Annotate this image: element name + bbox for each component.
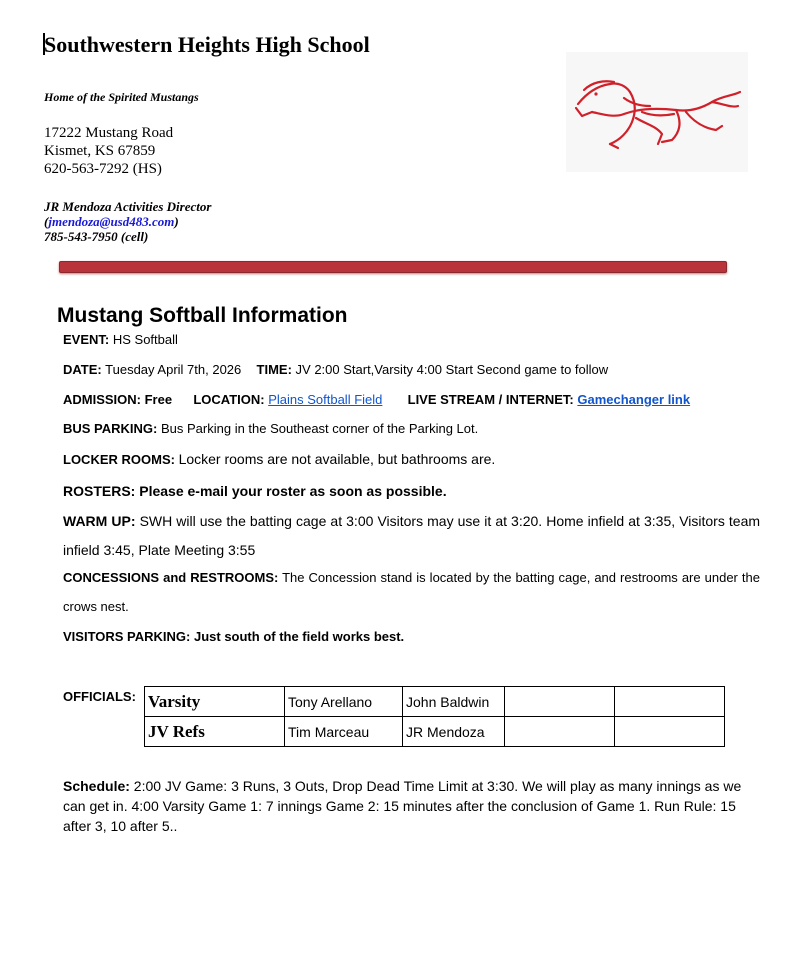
locker-rooms-row	[63, 451, 495, 467]
schedule-text: 2:00 JV Game: 3 Runs, 3 Outs, Drop Dead Time Limit at 3:30. We will play as many innings as we can get in. 4:00 Varsity Game 1: 7 innings Game 2: 15 minutes after the conclusion of Game 1. Run Rule: 15 after 3, 10 after 5..	[63, 778, 742, 834]
warm-up-row	[63, 507, 760, 565]
table-row	[145, 717, 725, 747]
director-email-link[interactable]: jmendoza@usd483.com	[48, 214, 175, 229]
email-paren-open: (	[44, 214, 49, 229]
official-name-empty	[505, 687, 615, 717]
event-row	[63, 332, 178, 347]
school-address	[44, 124, 173, 178]
official-name-empty	[615, 687, 725, 717]
director-email-line	[44, 214, 211, 229]
officials-label: OFFICIALS:	[63, 689, 136, 704]
official-name: JR Mendoza	[403, 717, 505, 747]
admission-row	[63, 392, 690, 407]
date-label: DATE:	[63, 362, 102, 377]
location-label: LOCATION:	[193, 392, 265, 407]
rosters-row: ROSTERS: Please e-mail your roster as soon as possible.	[63, 483, 447, 499]
admission-label: ADMISSION: Free	[63, 392, 173, 407]
time-value: JV 2:00 Start,Varsity 4:00 Start Second game to follow	[295, 362, 609, 377]
locker-rooms-value: Locker rooms are not available, but bathrooms are.	[178, 451, 496, 467]
gamechanger-link[interactable]: Gamechanger link	[577, 392, 691, 407]
school-tagline: Home of the Spirited Mustangs	[44, 90, 199, 104]
date-time-row	[63, 362, 608, 377]
warm-up-value: SWH will use the batting cage at 3:00 Visitors may use it at 3:20. Home infield at 3:35, Visitors team infield 3:45, Plate Meeting 3:55	[63, 513, 761, 558]
location-link[interactable]: Plains Softball Field	[268, 392, 383, 407]
bus-parking-value: Bus Parking in the Southeast corner of the Parking Lot.	[161, 421, 479, 436]
official-name: Tony Arellano	[285, 687, 403, 717]
time-label: TIME:	[256, 362, 292, 377]
red-divider-bar	[59, 261, 727, 273]
email-paren-close: )	[174, 214, 179, 229]
official-group: JV Refs	[145, 717, 285, 747]
concessions-label: CONCESSIONS and RESTROOMS:	[63, 570, 279, 585]
table-row	[145, 687, 725, 717]
concessions-row	[63, 563, 760, 621]
director-name: JR Mendoza Activities Director	[44, 199, 212, 214]
concessions-value: The Concession stand is located by the batting cage, and restrooms are under the crows nest.	[63, 570, 760, 614]
schedule-paragraph	[63, 776, 763, 836]
livestream-label: LIVE STREAM / INTERNET:	[407, 392, 574, 407]
officials-table	[144, 686, 725, 747]
address-city: Kismet, KS 67859	[44, 143, 156, 159]
mustang-horse-logo-icon	[566, 52, 748, 172]
activities-director	[44, 199, 211, 244]
warm-up-label: WARM UP:	[63, 513, 136, 529]
official-name: John Baldwin	[403, 687, 505, 717]
visitors-parking-row: VISITORS PARKING: Just south of the field works best.	[63, 629, 405, 644]
info-title: Mustang Softball Information	[57, 304, 348, 327]
official-name-empty	[615, 717, 725, 747]
schedule-label: Schedule:	[63, 778, 130, 794]
official-name: Tim Marceau	[285, 717, 403, 747]
bus-parking-row	[63, 421, 478, 436]
event-value: HS Softball	[112, 332, 178, 347]
director-cell: 785-543-7950 (cell)	[44, 229, 149, 244]
bus-parking-label: BUS PARKING:	[63, 421, 158, 436]
event-label: EVENT:	[63, 332, 110, 347]
official-name-empty	[505, 717, 615, 747]
date-value: Tuesday April 7th, 2026	[105, 362, 242, 377]
official-group: Varsity	[145, 687, 285, 717]
school-name: Southwestern Heights High School	[44, 32, 370, 57]
locker-rooms-label: LOCKER ROOMS:	[63, 452, 175, 467]
address-street: 17222 Mustang Road	[44, 125, 174, 141]
address-phone: 620-563-7292 (HS)	[44, 161, 162, 177]
